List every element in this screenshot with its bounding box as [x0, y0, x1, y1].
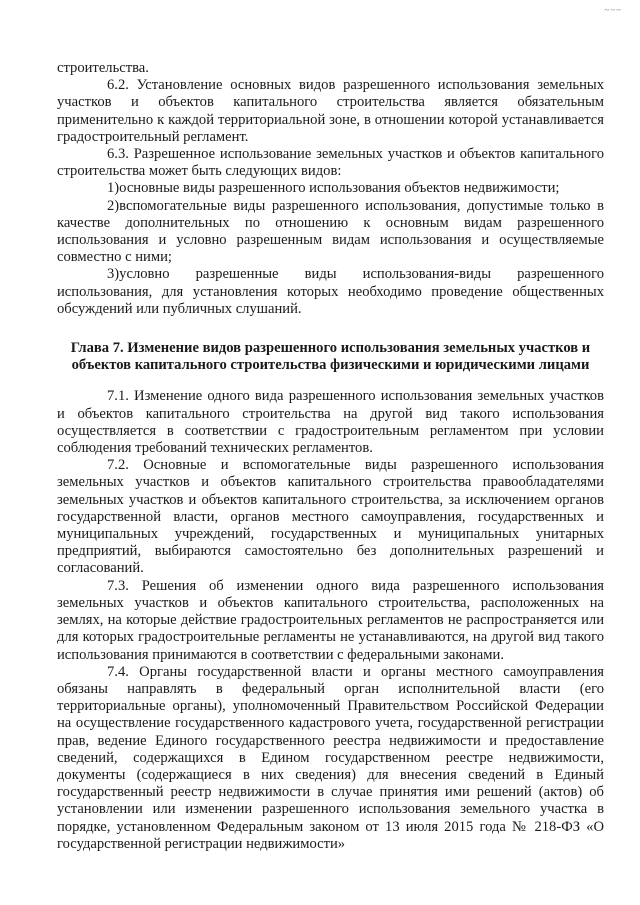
list-item-2 [57, 198, 604, 267]
list-item-number: 1) [107, 180, 120, 197]
page-marker: ~~~ [604, 5, 622, 15]
list-item-number: 3) [107, 266, 120, 283]
list-item-1 [57, 180, 604, 197]
list-item-text: условно разрешенные виды использования-виды разрешенного использования, для установления которых необходимо проведение общественных обсуждений или публичных слушаний. [57, 266, 604, 317]
document-body [57, 60, 604, 853]
list-item-text: вспомогательные виды разрешенного использования, допустимые только в качестве дополнительных по отношению к основным видам разрешенного использования и условно разрешенным видам использования и осуществляемые совместно с ними; [57, 197, 604, 266]
paragraph-7-1: 7.1. Изменение одного вида разрешенного использования земельных участков и объектов капитального строительства на другой вид такого использования осуществляется в соответствии с градостроительным регламентом при условии соблюдения требований технических регламентов. [57, 388, 604, 457]
list-item-number: 2) [107, 197, 120, 214]
paragraph-7-2: 7.2. Основные и вспомогательные виды разрешенного использования земельных участков и объектов капитального строительства правообладателями земельных участков и объектов капитального строительства, за исключением органов государственной власти, органов местного самоуправления, государственных и муниципальных учреждений, государственных и муниципальных унитарных предприятий, выбираются самостоятельно без дополнительных разрешений и согласований. [57, 457, 604, 577]
paragraph-6-2: 6.2. Установление основных видов разрешенного использования земельных участков и объектов капитального строительства является обязательным применительно к каждой территориальной зоне, в отношении которой устанавливается градостроительный регламент. [57, 77, 604, 145]
paragraph-6-3: 6.3. Разрешенное использование земельных участков и объектов капитального строительства может быть следующих видов: [57, 146, 604, 180]
paragraph-7-4: 7.4. Органы государственной власти и органы местного самоуправления обязаны направлять в федеральный орган исполнительной власти (его территориальные органы), уполномоченный Правительством Российской Федерации на осуществление государственного кадастрового учета, государственной регистрации прав, ведение Единого государственного реестра недвижимости и предоставление сведений, содержащихся в Едином государственном реестре недвижимости, документы (содержащиеся в них сведения) для внесения сведений в Единый государственный реестр недвижимости в случае принятия ими решений (актов) об установлении или изменении разрешенного использования земельного участка в порядке, установленном Федеральным законом от 13 июля 2015 года № 218-ФЗ «О государственной регистрации недвижимости» [57, 663, 604, 852]
paragraph-7-3: 7.3. Решения об изменении одного вида разрешенного использования земельных участков и объектов капитального строительства, расположенных на землях, на которые действие градостроительных регламентов не распространяется или для которых градостроительные регламенты не устанавливаются, на другой вид такого использования принимаются в соответствии с федеральными законами. [57, 577, 604, 663]
paragraph-continuation: строительства. [57, 60, 149, 76]
list-item-3 [57, 266, 604, 318]
chapter-heading: Глава 7. Изменение видов разрешенного использования земельных участков и объектов капитального строительства физическими и юридическими лицами [70, 340, 591, 374]
list-item-text: основные виды разрешенного использования объектов недвижимости; [119, 180, 560, 197]
